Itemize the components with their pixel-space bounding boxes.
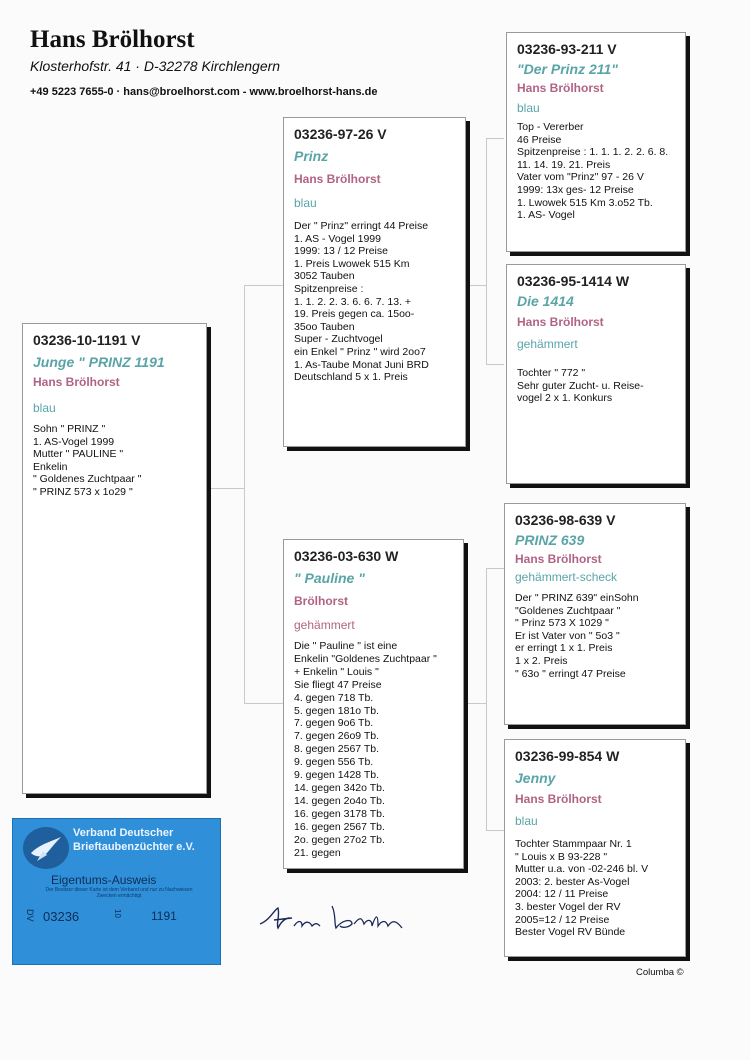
ring-number: 03236-99-854 W	[515, 748, 620, 764]
pigeon-color: blau	[517, 101, 540, 115]
connector-dam-stub	[464, 703, 486, 704]
connector-parents-vertical	[244, 285, 245, 703]
copyright-footer: Columba ©	[636, 967, 684, 978]
pigeon-breeder: Hans Brölhorst	[515, 792, 602, 806]
pigeon-card-subject	[22, 323, 207, 794]
ownership-card	[12, 818, 221, 965]
pigeon-breeder: Hans Brölhorst	[294, 172, 381, 186]
pigeon-description: Tochter Stammpaar Nr. 1 " Louis x B 93-228 " Mutter u.a. von -02-246 bl. V 2003: 2. bester As-Vogel 2004: 12 / 11 Preise 3. bester Vogel der RV 2005=12 / 12 Preise Bester Vogel RV Bünde	[515, 838, 649, 939]
pigeon-color: blau	[33, 401, 56, 415]
association-name-line2: Brieftaubenzüchter e.V.	[73, 841, 195, 853]
breeder-address: Klosterhofstr. 41 · D-32278 Kirchlengern	[30, 58, 281, 74]
association-name-line1: Verband Deutscher	[73, 827, 174, 839]
pigeon-description: Sohn " PRINZ " 1. AS-Vogel 1999 Mutter " PAULINE " Enkelin " Goldenes Zuchtpaar " " PRINZ 573 x 1o29 "	[33, 423, 142, 498]
connector-to-sire-dam	[486, 364, 504, 365]
pigeon-color: gehämmert	[294, 618, 355, 632]
pigeon-description: Tochter " 772 " Sehr guter Zucht- u. Reise- vogel 2 x 1. Konkurs	[517, 367, 644, 405]
card-subtitle: Eigentums-Ausweis	[51, 873, 157, 887]
card-fine-print: Der Besitzer dieser Karte ist dem Verband und nur zu Nachweisen Zwecken ermächtigt	[45, 887, 193, 899]
connector-sire-vertical	[486, 138, 487, 364]
ring-number: 03236-97-26 V	[294, 126, 387, 142]
pigeon-color: blau	[515, 814, 538, 828]
pigeon-breeder: Hans Brölhorst	[515, 552, 602, 566]
pigeon-name: Junge " PRINZ 1191	[33, 354, 165, 370]
pigeon-name: "Der Prinz 211"	[517, 61, 618, 77]
pigeon-card-dam-dam	[504, 739, 686, 957]
pigeon-breeder: Brölhorst	[294, 594, 348, 608]
pigeon-breeder: Hans Brölhorst	[517, 81, 604, 95]
connector-to-sire	[244, 285, 284, 286]
pigeon-card-dam-sire	[504, 503, 686, 725]
ring-number: 03236-93-211 V	[517, 41, 617, 57]
pigeon-name: Jenny	[515, 770, 556, 786]
connector-to-dam-dam	[486, 830, 504, 831]
pigeon-card-dam	[283, 539, 464, 869]
pigeon-description: Top - Vererber 46 Preise Spitzenpreise : 1. 1. 1. 2. 2. 6. 8. 11. 14. 19. 21. Preis Vater vom "Prinz" 97 - 26 V 1999: 13x ges- 12 Preise 1. Lwowek 515 Km 3.o52 Tb. 1. AS- Vogel	[517, 121, 669, 222]
pigeon-breeder: Hans Brölhorst	[33, 375, 120, 389]
pigeon-description: Die " Pauline " ist eine Enkelin "Goldenes Zuchtpaar " + Enkelin " Louis " Sie fliegt 47 Preise 4. gegen 718 Tb. 5. gegen 181o Tb. 7. gegen 9o6 Tb. 7. gegen 26o9 Tb. 8. gegen 2567 Tb. 9. gegen 556 Tb. 9. gegen 1428 Tb. 14. gegen 342o Tb. 14. gegen 2o4o Tb. 16. gegen 3178 Tb. 16. gegen 2567 Tb. 2o. gegen 27o2 Tb. 21. gegen	[294, 640, 437, 859]
pigeon-description: Der " Prinz" erringt 44 Preise 1. AS - Vogel 1999 1999: 13 / 12 Preise 1. Preis Lwowek 515 Km 3052 Tauben Spitzenpreise : 1. 1. 2. 2. 3. 6. 6. 7. 13. + 19. Preis gegen ca. 15oo- 35oo Tauben Super - Zuchtvogel ein Enkel " Prinz " wird 2oo7 1. As-Taube Monat Juni BRD Deutschland 5 x 1. Preis	[294, 220, 429, 384]
pigeon-color: gehämmert-scheck	[515, 570, 618, 584]
connector-sire-stub	[466, 285, 486, 286]
signature	[256, 898, 416, 947]
pigeon-card-sire	[283, 117, 466, 447]
pigeon-name: PRINZ 639	[515, 532, 585, 548]
connector-to-dam-sire	[486, 568, 504, 569]
card-club-code: 03236	[43, 909, 80, 924]
pigeon-description: Der " PRINZ 639" einSohn "Goldenes Zuchtpaar " " Prinz 573 X 1029 " Er ist Vater von " 5o3 " er erringt 1 x 1. Preis 1 x 2. Preis " 63o " erringt 47 Preise	[515, 592, 639, 680]
ring-number: 03236-98-639 V	[515, 512, 616, 528]
pigeon-card-sire-dam	[506, 264, 686, 484]
pigeon-color: gehämmert	[517, 337, 578, 351]
pigeon-name: Prinz	[294, 148, 329, 164]
pigeon-color: blau	[294, 196, 317, 210]
pigeon-logo-icon	[23, 827, 69, 869]
connector-dam-vertical	[486, 568, 487, 830]
connector-to-sire-sire	[486, 138, 504, 139]
card-ring-number: 1191	[151, 909, 177, 923]
ring-number: 03236-10-1191 V	[33, 332, 141, 348]
ring-number: 03236-03-630 W	[294, 548, 399, 564]
pigeon-name: Die 1414	[517, 293, 574, 309]
card-ring-row	[23, 905, 211, 935]
pigeon-card-sire-sire	[506, 32, 686, 252]
ring-number: 03236-95-1414 W	[517, 273, 630, 289]
pigeon-name: " Pauline "	[294, 570, 365, 586]
card-dv-label: DV	[25, 909, 35, 922]
connector-to-dam	[244, 703, 284, 704]
pigeon-breeder: Hans Brölhorst	[517, 315, 604, 329]
breeder-contact: +49 5223 7655-0 · hans@broelhorst.com - www.broelhorst-hans.de	[30, 86, 378, 98]
connector-subject-stub	[207, 488, 245, 489]
card-year: 10	[113, 909, 122, 918]
breeder-name: Hans Brölhorst	[30, 26, 195, 53]
